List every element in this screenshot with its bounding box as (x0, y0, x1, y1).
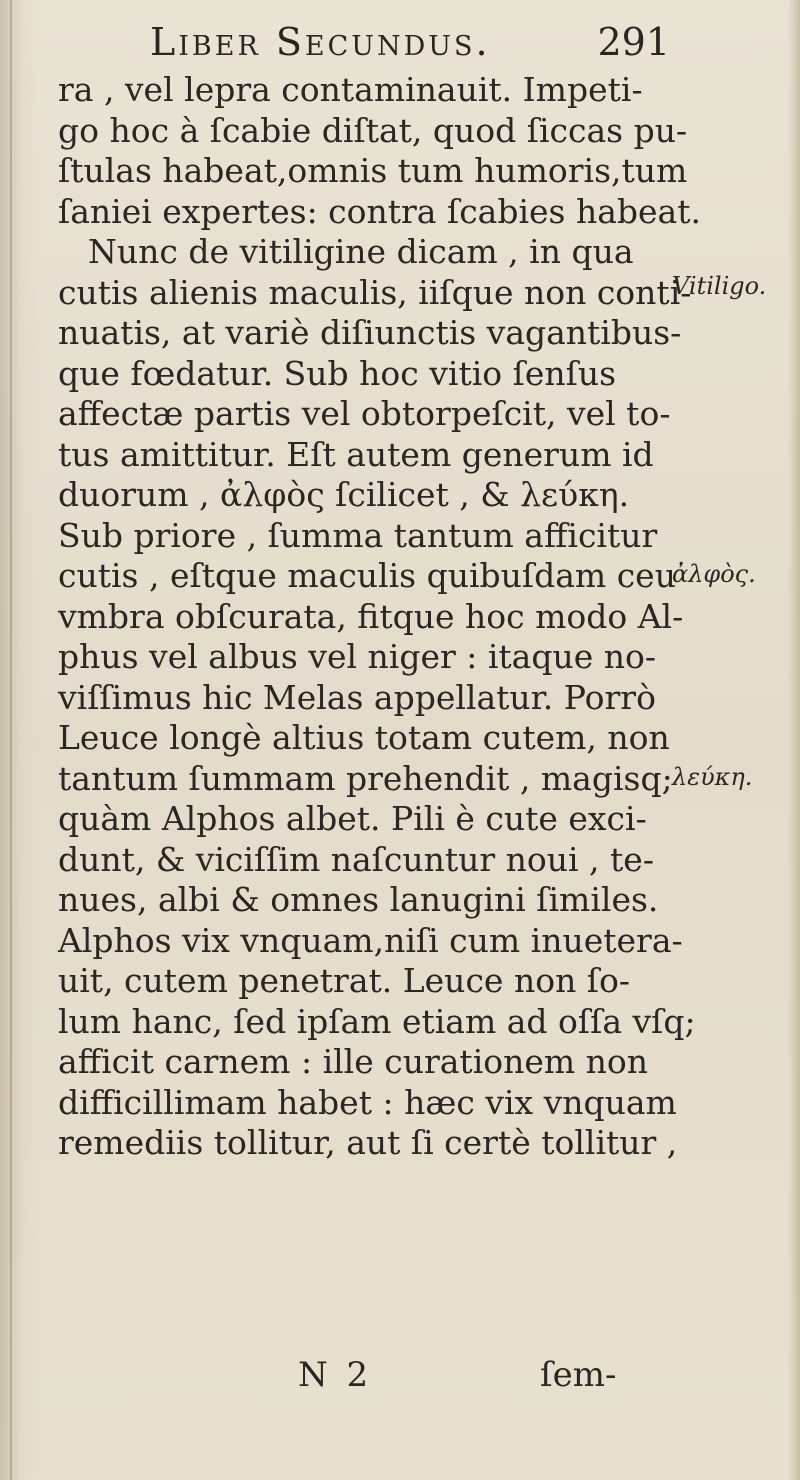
text-line: quàm Alphos albet. Pili è cute exci- (58, 799, 647, 838)
text-line: ra , vel lepra contaminauit. Impeti- (58, 70, 643, 109)
text-line: afficit carnem : ille curationem non (58, 1042, 649, 1081)
text-line: remediis tollitur, aut ſi certè tollitur , (58, 1123, 678, 1162)
text-line: lum hanc, ſed ipſam etiam ad oſſa vſq; (58, 1001, 696, 1041)
text-line: affectæ partis vel obtorpeſcit, vel to- (58, 394, 671, 433)
margin-note-vitiligo: Vitiligo. (672, 272, 767, 300)
text-line: cutis , eſtque maculis quibuſdam ceu (58, 556, 676, 595)
text-line: go hoc à ſcabie diſtat, quod ſiccas pu- (58, 110, 688, 150)
text-line: ſaniei expertes: contra ſcabies habeat. (58, 191, 701, 231)
text-line: Alphos vix vnquam,niſi cum inuetera- (58, 920, 683, 960)
margin-note-alphos: ἀλφὸς. (672, 560, 756, 588)
text-line: uit, cutem penetrat. Leuce non ſo- (58, 961, 631, 1000)
text-line: duorum , ἀλφὸς ſcilicet , & λεύκη. (58, 475, 630, 514)
page-edge (788, 0, 800, 1480)
text-line: ſtulas habeat,omnis tum humoris,tum (58, 151, 688, 190)
text-line: Leuce longè altius totam cutem, non (58, 718, 670, 757)
text-line: phus vel albus vel niger : itaque no- (58, 637, 657, 676)
text-line: nuatis, at variè diſiunctis vagantibus- (58, 313, 682, 352)
text-line: Nunc de vitiligine dicam , in qua (88, 232, 634, 271)
signature-mark: N 2 (298, 1355, 373, 1395)
page-header (150, 14, 670, 64)
text-line: nues, albi & omnes lanugini ſimiles. (58, 880, 659, 919)
running-title: Liber Secundus. (150, 20, 491, 64)
page-number: 291 (597, 20, 670, 64)
margin-note-leuce: λεύκη. (672, 763, 753, 791)
gutter-shadow (10, 0, 12, 1480)
text-line: viſſimus hic Melas appellatur. Porrò (58, 677, 656, 717)
body-text (58, 70, 701, 1164)
text-line: tantum ſummam prehendit , magisq; (58, 758, 673, 798)
catchword: ſem- (540, 1355, 617, 1395)
text-line: difficillimam habet : hæc vix vnquam (58, 1082, 677, 1122)
page-footer (58, 1355, 658, 1405)
text-line: dunt, & viciſſim naſcuntur noui , te- (58, 839, 654, 879)
text-line: que fœdatur. Sub hoc vitio ſenſus (58, 353, 617, 393)
text-line: tus amittitur. Eſt autem generum id (58, 434, 654, 474)
text-line: Sub priore , ſumma tantum afficitur (58, 515, 658, 555)
text-line: cutis alienis maculis, iiſque non conti- (58, 272, 692, 312)
text-line: vmbra obſcurata, fitque hoc modo Al- (58, 596, 684, 636)
